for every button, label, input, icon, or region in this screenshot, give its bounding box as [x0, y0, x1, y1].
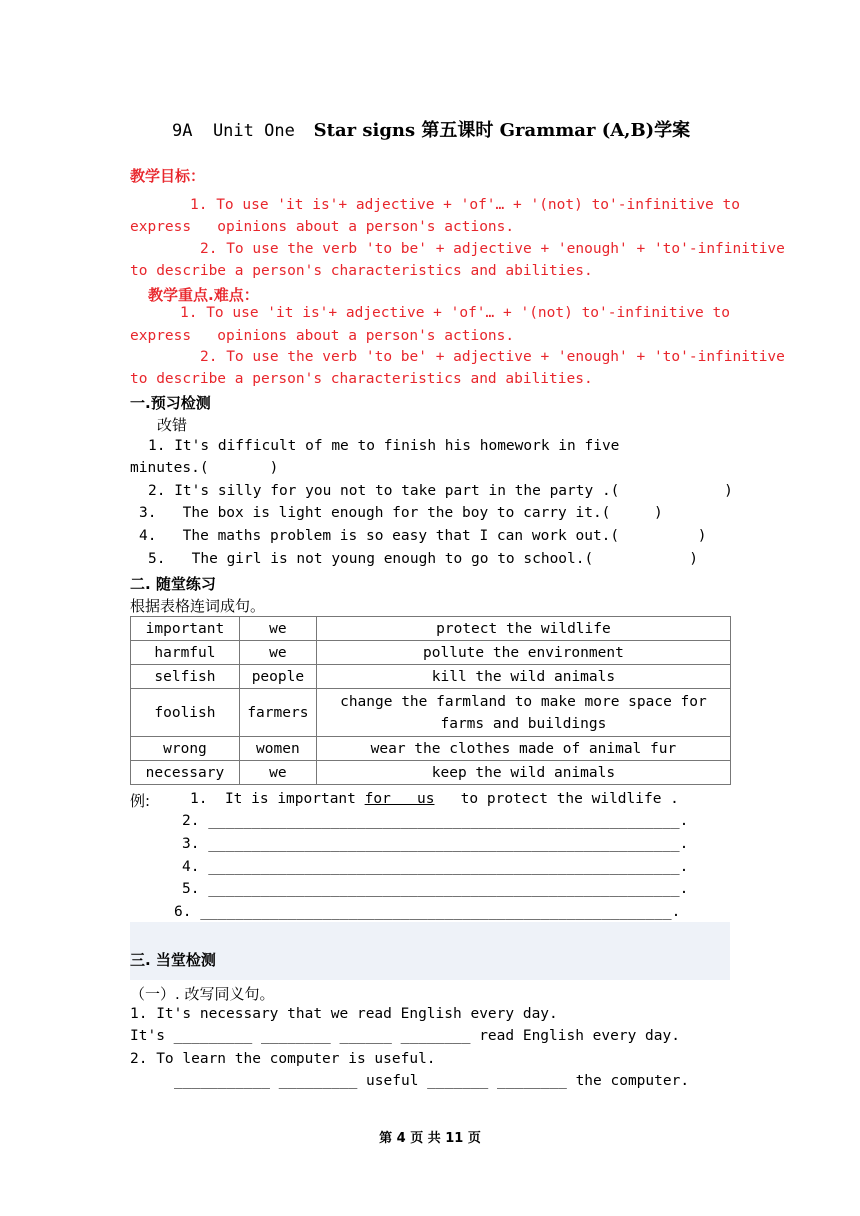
table-cell: women — [239, 737, 316, 761]
table-row — [131, 761, 731, 785]
answer-blank-4[interactable]: 4. ______________________________________________________. — [182, 859, 689, 875]
keypoint-1b: express opinions about a person's actions. — [130, 328, 515, 344]
table-cell: wear the clothes made of animal fur — [316, 737, 730, 761]
table-cell: we — [239, 641, 316, 665]
table-cell: harmful — [131, 641, 240, 665]
objective-1a: 1. To use 'it is'+ adjective + 'of'… + '(not) to'-infinitive to — [190, 197, 740, 213]
preview-sub: 改错 — [157, 416, 188, 434]
answer-blank-3[interactable]: 3. ______________________________________________________. — [182, 836, 689, 852]
objectives-heading: 教学目标： — [130, 167, 206, 185]
practice-instruction: 根据表格连词成句。 — [130, 597, 266, 615]
check-line-4[interactable]: ___________ _________ useful _______ ________ the computer. — [174, 1073, 690, 1089]
preview-item-2: 2. It's silly for you not to take part in the party .( ) — [148, 483, 733, 499]
table-row — [131, 689, 731, 737]
table-cell: we — [239, 761, 316, 785]
table-cell: necessary — [131, 761, 240, 785]
example-post: to protect the wildlife . — [460, 791, 679, 807]
check-heading: 三. 当堂检测 — [130, 951, 216, 969]
answer-blank-6[interactable]: 6. ______________________________________________________. — [174, 904, 681, 920]
title-code: 9A Unit One — [172, 121, 295, 141]
check-line-3: 2. To learn the computer is useful. — [130, 1051, 436, 1067]
table-cell: important — [131, 617, 240, 641]
table-cell: foolish — [131, 689, 240, 737]
preview-item-3: 3. The box is light enough for the boy to carry it.( ) — [139, 505, 663, 521]
example-fill: for us — [364, 791, 435, 807]
table-cell: wrong — [131, 737, 240, 761]
table-cell: selfish — [131, 665, 240, 689]
keypoints-heading: 教学重点.难点： — [148, 286, 259, 304]
example-pre: It is important — [224, 791, 356, 807]
table-row — [131, 617, 731, 641]
answer-blank-5[interactable]: 5. ______________________________________________________. — [182, 881, 689, 897]
preview-item-4: 4. The maths problem is so easy that I can work out.( ) — [139, 528, 707, 544]
table-row — [131, 665, 731, 689]
check-line-2[interactable]: It's _________ ________ ______ ________ read English every day. — [130, 1028, 680, 1044]
table-cell: protect the wildlife — [316, 617, 730, 641]
preview-item-1b: minutes.( ) — [130, 460, 279, 476]
check-sub: （一）. 改写同义句。 — [130, 985, 275, 1003]
table-cell: we — [239, 617, 316, 641]
answer-blank-2[interactable]: 2. ______________________________________________________. — [182, 813, 689, 829]
example-num: 1. — [190, 791, 208, 807]
check-line-1: 1. It's necessary that we read English every day. — [130, 1006, 558, 1022]
objective-2b: to describe a person's characteristics and abilities. — [130, 263, 593, 279]
table-cell: change the farmland to make more space for farms and buildings — [316, 689, 730, 737]
shaded-band — [130, 922, 730, 980]
page-title — [172, 116, 690, 142]
table-row — [131, 641, 731, 665]
table-cell: kill the wild animals — [316, 665, 730, 689]
preview-heading: 一.预习检测 — [130, 394, 211, 412]
preview-item-5: 5. The girl is not young enough to go to school.( ) — [148, 551, 698, 567]
keypoint-1a: 1. To use 'it is'+ adjective + 'of'… + '(not) to'-infinitive to — [180, 305, 730, 321]
table-row — [131, 737, 731, 761]
table-cell: farmers — [239, 689, 316, 737]
word-table — [130, 616, 731, 785]
page-footer: 第 4 页 共 11 页 — [379, 1131, 481, 1146]
table-cell: pollute the environment — [316, 641, 730, 665]
preview-item-1: 1. It's difficult of me to finish his homework in five — [148, 438, 620, 454]
keypoint-2a: 2. To use the verb 'to be' + adjective + 'enough' + 'to'-infinitive — [200, 349, 785, 365]
objective-1b: express opinions about a person's actions. — [130, 219, 515, 235]
example-label: 例: — [130, 792, 151, 810]
practice-heading: 二. 随堂练习 — [130, 575, 216, 593]
example-sentence — [190, 791, 679, 807]
keypoint-2b: to describe a person's characteristics and abilities. — [130, 371, 593, 387]
table-cell: keep the wild animals — [316, 761, 730, 785]
table-cell: people — [239, 665, 316, 689]
title-main: Star signs 第五课时 Grammar (A,B)学案 — [313, 120, 691, 141]
objective-2a: 2. To use the verb 'to be' + adjective + 'enough' + 'to'-infinitive — [200, 241, 785, 257]
